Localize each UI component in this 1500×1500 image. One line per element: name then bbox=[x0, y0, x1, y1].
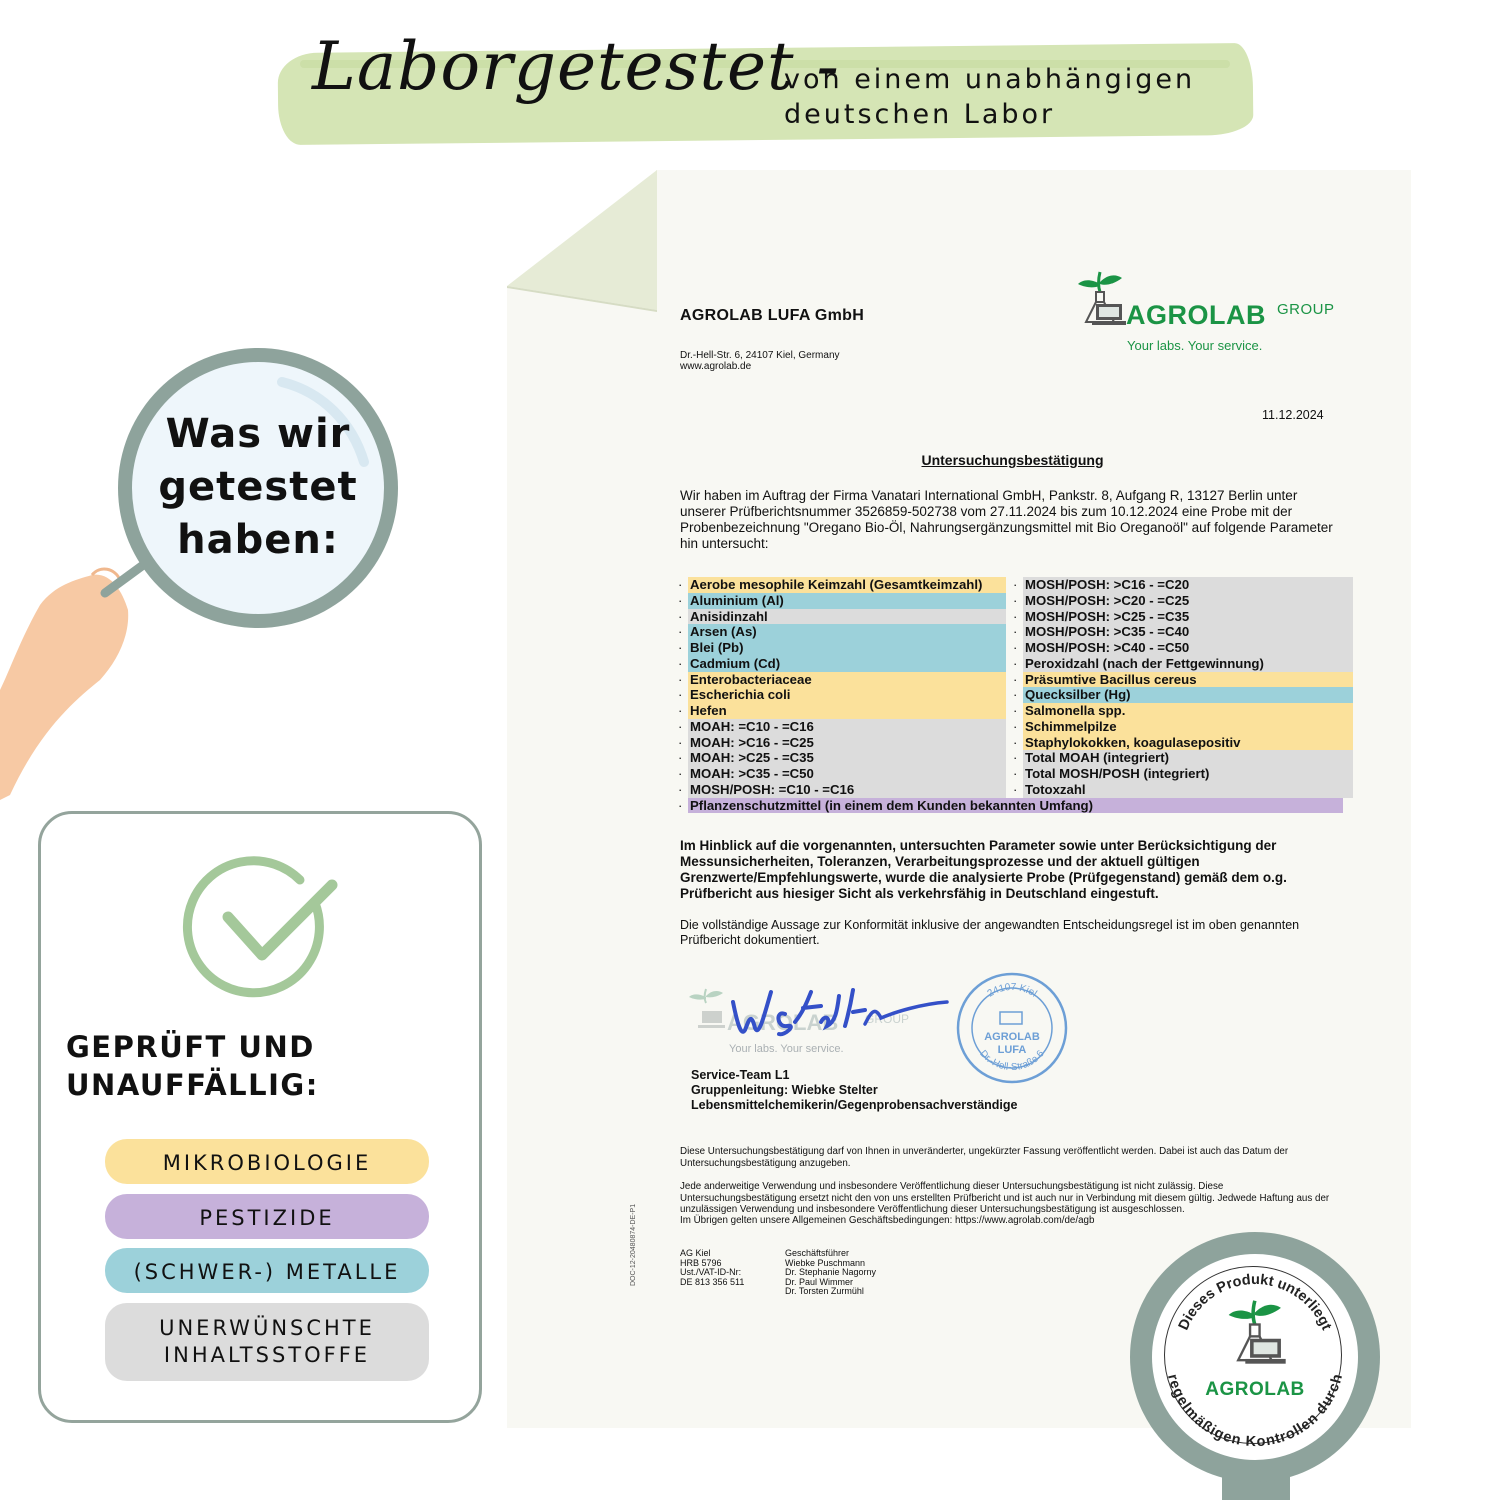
svg-text:24107 Kiel bbox=[986, 982, 1039, 1000]
document-title: Untersuchungsbestätigung bbox=[921, 452, 1104, 468]
headline-subtitle-line2: deutschen Labor bbox=[784, 99, 1056, 130]
parameter-row bbox=[678, 750, 1006, 766]
parameter-label: Schimmelpilze bbox=[1023, 719, 1353, 735]
parameter-row bbox=[1013, 577, 1353, 593]
parameter-bullet: · bbox=[678, 797, 683, 813]
legal-line: Wiebke Puschmann bbox=[785, 1257, 866, 1268]
parameter-bullet: · bbox=[1013, 718, 1018, 734]
parameter-label: Präsumtive Bacillus cereus bbox=[1023, 672, 1353, 688]
legal-line: Dr. Torsten Zurmühl bbox=[785, 1286, 864, 1296]
legal-line: HRB 5796 bbox=[680, 1257, 722, 1268]
magnifier-text bbox=[132, 408, 384, 567]
parameter-label: MOAH: >C25 - =C35 bbox=[688, 750, 1006, 766]
parameter-bullet: · bbox=[678, 750, 683, 766]
category-pill bbox=[105, 1139, 429, 1184]
parameter-label: Escherichia coli bbox=[688, 687, 1006, 703]
document-number: DOC-12-20480874-DE-P1 bbox=[630, 1203, 637, 1286]
stamp-mid-line2: LUFA bbox=[997, 1044, 1027, 1056]
parameter-row bbox=[678, 766, 1006, 782]
parameter-row bbox=[678, 640, 1006, 656]
parameter-bullet: · bbox=[1013, 781, 1018, 797]
signature-lead: Gruppenleitung: Wiebke Stelter bbox=[691, 1083, 878, 1097]
parameter-bullet: · bbox=[678, 734, 683, 750]
stamp-bottom-text: Dr.-Hell-Straße 6 bbox=[977, 1048, 1047, 1074]
parameter-bullet: · bbox=[678, 655, 683, 671]
parameter-label: MOSH/POSH: >C40 - =C50 bbox=[1023, 640, 1353, 656]
parameter-row bbox=[1013, 766, 1353, 782]
parameter-bullet: · bbox=[1013, 655, 1018, 671]
parameter-row bbox=[678, 687, 1006, 703]
document-conclusion: Im Hinblick auf die vorgenannten, untersuchten Parameter sowie unter Berücksichtigung der Messunsicherheiten, Toleranzen, Verarbeitungsprozesse und der aktuell gültigen Grenzwerte/Empfehlungswerte, wurde die analysierte Probe (Prüfgegenstand) gemäß dem o.g. Prüfbericht aus hiesiger Sicht als verkehrsfähig in Deutschland eingestuft. bbox=[680, 838, 1287, 901]
footer-paragraph-2: Jede anderweitige Verwendung und insbesondere Veröffentlichung dieser Untersuchungsbestätigung ist nicht zulässig. Diese Untersuchungsbestätigung ersetzt nicht den von uns erstellten Prüfbericht und ist auch nur in Verbindung mit diesem gültig. Jedwede Haftung aus der unzulässigen Verwendung und insbesondere Veröffentlichung dieser Untersuchungsbestätigung ist ausgeschlossen. bbox=[680, 1181, 1330, 1215]
document-address bbox=[680, 350, 840, 372]
parameter-label: Enterobacteriaceae bbox=[688, 672, 1006, 688]
parameter-bullet: · bbox=[1013, 592, 1018, 608]
parameter-row bbox=[1013, 609, 1353, 625]
magnifier-text-line1: Was wir bbox=[165, 411, 351, 457]
document-intro: Wir haben im Auftrag der Firma Vanatari International GmbH, Pankstr. 8, Aufgang R, 13127 Berlin unter unserer Prüfberichtsnummer 3526859-502738 vom 27.11.2024 bis zum 10.12.2024 eine Probe mit der Probenbezeichnung "Oregano Bio-Öl, Nahrungsergänzungsmittel mit Bio Oreganoöl" auf folgende Parameter hin untersucht: bbox=[680, 488, 1333, 551]
footer-paragraph-3: Im Übrigen gelten unsere Allgemeinen Geschäftsbedingungen: https://www.agrolab.com/de/agb bbox=[680, 1215, 1095, 1226]
watermark-logo-group: GROUP bbox=[865, 1012, 910, 1026]
badge-top-text: Dieses Produkt unterliegt bbox=[1175, 1272, 1335, 1333]
parameter-label: Staphylokokken, koagulasepositiv bbox=[1023, 735, 1353, 751]
parameter-bullet: · bbox=[678, 687, 683, 703]
badge-brand: AGROLAB bbox=[1205, 1379, 1305, 1400]
parameter-bullet: · bbox=[678, 718, 683, 734]
document-company: AGROLAB LUFA GmbH bbox=[680, 307, 865, 324]
parameter-label: MOSH/POSH: >C20 - =C25 bbox=[1023, 593, 1353, 609]
parameter-row bbox=[678, 672, 1006, 688]
category-pill-label: INHALTSSTOFFE bbox=[163, 1343, 371, 1367]
parameter-row bbox=[678, 624, 1006, 640]
signature-block bbox=[691, 1068, 1018, 1113]
parameter-label: MOSH/POSH: >C35 - =C40 bbox=[1023, 624, 1353, 640]
parameter-label: Quecksilber (Hg) bbox=[1023, 687, 1353, 703]
parameter-bullet: · bbox=[1013, 750, 1018, 766]
stamp-top-text: 24107 Kiel bbox=[985, 981, 1039, 1000]
parameter-row bbox=[1013, 672, 1353, 688]
parameter-bullet: · bbox=[1013, 703, 1018, 718]
stamp-mid-line1: AGROLAB bbox=[984, 1031, 1040, 1043]
parameter-row bbox=[678, 577, 1006, 593]
parameter-row bbox=[1013, 624, 1353, 640]
parameter-label: Blei (Pb) bbox=[688, 640, 1006, 656]
badge-logo-icon bbox=[1226, 1296, 1286, 1372]
signature-image bbox=[725, 982, 955, 1052]
parameter-label: Totoxzahl bbox=[1023, 782, 1353, 798]
legal-management-info bbox=[785, 1249, 876, 1297]
parameter-label: Aluminium (Al) bbox=[688, 593, 1006, 609]
watermark-logo-tagline: Your labs. Your service. bbox=[729, 1043, 844, 1055]
category-pill-label: MIKROBIOLOGIE bbox=[162, 1151, 372, 1175]
parameter-label: MOAH: =C10 - =C16 bbox=[688, 719, 1006, 735]
parameter-row bbox=[678, 593, 1006, 609]
legal-line: Geschäftsführer bbox=[785, 1248, 850, 1258]
parameter-row bbox=[1013, 750, 1353, 766]
document-folded-corner bbox=[0, 0, 660, 320]
agrolab-logo-icon bbox=[1076, 268, 1126, 332]
parameter-label: MOAH: >C35 - =C50 bbox=[688, 766, 1006, 782]
parameter-row bbox=[1013, 782, 1353, 798]
headline-subtitle-line1: von einem unabhängigen bbox=[784, 64, 1196, 95]
parameter-bullet: · bbox=[678, 592, 683, 608]
parameter-label: MOSH/POSH: >C25 - =C35 bbox=[1023, 609, 1353, 625]
legal-court-info bbox=[680, 1249, 744, 1287]
agrolab-logo-tagline: Your labs. Your service. bbox=[1127, 338, 1263, 353]
parameter-bullet: · bbox=[678, 640, 683, 655]
parameter-row bbox=[1013, 719, 1353, 735]
parameter-label: Total MOSH/POSH (integriert) bbox=[1023, 766, 1353, 782]
legal-line: Ust./VAT-ID-Nr: bbox=[680, 1267, 742, 1277]
headline-subtitle bbox=[784, 62, 1224, 132]
parameter-bullet: · bbox=[678, 624, 683, 640]
parameter-bullet: · bbox=[678, 703, 683, 718]
signature-role: Lebensmittelchemikerin/Gegenprobensachverständige bbox=[691, 1098, 1018, 1112]
document-date: 11.12.2024 bbox=[1262, 408, 1324, 422]
parameter-row bbox=[678, 703, 1006, 719]
parameter-bullet: · bbox=[1013, 734, 1018, 750]
legal-line: Dr. Stephanie Nagorny bbox=[785, 1267, 877, 1277]
footer-paragraph-1: Diese Untersuchungsbestätigung darf von Ihnen in unveränderter, ungekürzter Fassung veröffentlicht werden. Dabei ist auch das Datum der Untersuchungsbestätigung anzugeben. bbox=[680, 1146, 1289, 1169]
agrolab-logo-name: AGROLAB bbox=[1126, 300, 1266, 330]
check-circle-icon bbox=[180, 855, 350, 1005]
magnifier-text-line3: haben: bbox=[177, 517, 339, 563]
parameter-label: Salmonella spp. bbox=[1023, 703, 1353, 719]
parameter-bullet: · bbox=[678, 671, 683, 687]
parameter-bullet: · bbox=[1013, 624, 1018, 640]
parameter-row bbox=[678, 719, 1006, 735]
parameter-label: Peroxidzahl (nach der Fettgewinnung) bbox=[1023, 656, 1353, 672]
legal-line: Dr. Paul Wimmer bbox=[785, 1276, 854, 1287]
parameter-row bbox=[678, 735, 1006, 751]
parameter-label: Total MOAH (integriert) bbox=[1023, 750, 1353, 766]
parameter-bullet: · bbox=[1013, 640, 1018, 655]
magnifier-text-line2: getestet bbox=[158, 464, 358, 510]
parameter-label: Pflanzenschutzmittel (in einem dem Kunden bekannten Umfang) bbox=[688, 798, 1343, 814]
parameter-bullet: · bbox=[1013, 577, 1018, 592]
parameter-row bbox=[1013, 656, 1353, 672]
category-pill-label: PESTIZIDE bbox=[199, 1206, 335, 1230]
category-pill bbox=[105, 1248, 429, 1293]
document-address-line2: www.agrolab.de bbox=[680, 361, 752, 372]
category-pill bbox=[105, 1194, 429, 1239]
signature-team: Service-Team L1 bbox=[691, 1068, 790, 1082]
parameter-label: Cadmium (Cd) bbox=[688, 656, 1006, 672]
document-address-line1: Dr.-Hell-Str. 6, 24107 Kiel, Germany bbox=[680, 350, 840, 361]
parameter-label: Arsen (As) bbox=[688, 624, 1006, 640]
tested-summary-title bbox=[66, 1028, 466, 1104]
parameter-bullet: · bbox=[1013, 687, 1018, 703]
headline-script-title: Laborgetestet - bbox=[312, 28, 840, 105]
category-pill-label: UNERWÜNSCHTE bbox=[159, 1316, 375, 1340]
parameter-label: MOAH: >C16 - =C25 bbox=[688, 735, 1006, 751]
parameter-bullet: · bbox=[1013, 671, 1018, 687]
parameter-bullet: · bbox=[678, 577, 683, 592]
parameter-label: Aerobe mesophile Keimzahl (Gesamtkeimzahl) bbox=[688, 577, 1006, 593]
parameter-row bbox=[1013, 735, 1353, 751]
category-pill bbox=[105, 1303, 429, 1381]
parameter-bullet: · bbox=[678, 781, 683, 797]
legal-line: AG Kiel bbox=[680, 1248, 711, 1258]
parameter-bullet: · bbox=[678, 766, 683, 781]
parameter-row bbox=[678, 656, 1006, 672]
parameter-label: Hefen bbox=[688, 703, 1006, 719]
parameter-label: MOSH/POSH: =C10 - =C16 bbox=[688, 782, 1006, 798]
parameter-bullet: · bbox=[678, 608, 683, 624]
tested-summary-title-line1: GEPRÜFT UND bbox=[66, 1030, 315, 1064]
agrolab-logo-group: GROUP bbox=[1277, 301, 1335, 318]
watermark-logo-icon bbox=[686, 985, 726, 1035]
parameter-bullet: · bbox=[1013, 608, 1018, 624]
badge-bottom-text: regelmäßigen Kontrollen durch bbox=[1164, 1372, 1346, 1451]
parameter-row bbox=[1013, 703, 1353, 719]
category-pill-label: (SCHWER-) METALLE bbox=[133, 1260, 401, 1284]
parameter-row bbox=[1013, 593, 1353, 609]
legal-line: DE 813 356 511 bbox=[680, 1276, 745, 1287]
parameter-bullet: · bbox=[1013, 766, 1018, 781]
watermark-logo-name: AGROLAB bbox=[727, 1010, 839, 1035]
document-statement: Die vollständige Aussage zur Konformität inklusive der angewandten Entscheidungsregel ist im oben genannten Prüfbericht dokumentiert. bbox=[680, 918, 1300, 947]
parameter-row bbox=[678, 782, 1006, 798]
parameter-row bbox=[1013, 640, 1353, 656]
parameter-label: MOSH/POSH: >C16 - =C20 bbox=[1023, 577, 1353, 593]
parameter-row bbox=[678, 609, 1006, 625]
parameter-row-full bbox=[678, 798, 1343, 814]
tested-summary-title-line2: UNAUFFÄLLIG: bbox=[66, 1068, 319, 1102]
parameter-row bbox=[1013, 687, 1353, 703]
parameter-label: Anisidinzahl bbox=[688, 609, 1006, 625]
